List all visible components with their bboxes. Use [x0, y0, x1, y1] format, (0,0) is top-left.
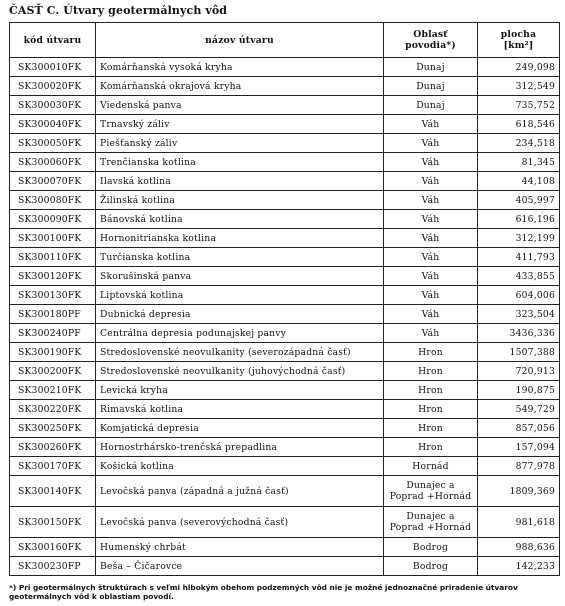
cell-name: Beša – Čičarovce [96, 557, 384, 576]
cell-code: SK300180PF [10, 305, 96, 324]
cell-basin: Hron [384, 343, 478, 362]
cell-name: Liptovská kotlina [96, 286, 384, 305]
table-row [10, 343, 560, 362]
cell-area: 1809,369 [478, 476, 560, 507]
cell-area: 857,056 [478, 419, 560, 438]
cell-basin: Váh [384, 229, 478, 248]
cell-basin: Dunaj [384, 77, 478, 96]
table-row [10, 286, 560, 305]
cell-name: Ilavská kotlina [96, 172, 384, 191]
cell-code: SK300050FK [10, 134, 96, 153]
cell-area: 81,345 [478, 153, 560, 172]
cell-code: SK300090FK [10, 210, 96, 229]
geothermal-water-bodies-table [9, 22, 560, 576]
cell-area: 405,997 [478, 191, 560, 210]
cell-area: 312,199 [478, 229, 560, 248]
cell-basin: Váh [384, 134, 478, 153]
cell-name: Levočská panva (západná a južná časť) [96, 476, 384, 507]
header-area-label: plocha [500, 29, 537, 40]
table-row [10, 362, 560, 381]
cell-basin-text: Dunajec a Poprad +Hornád [389, 480, 472, 502]
cell-name: Levická kryha [96, 381, 384, 400]
cell-code: SK300150FK [10, 507, 96, 538]
cell-name: Centrálna depresia podunajskej panvy [96, 324, 384, 343]
cell-code: SK300020FK [10, 77, 96, 96]
cell-code: SK300200FK [10, 362, 96, 381]
cell-code: SK300140FK [10, 476, 96, 507]
cell-code: SK300160FK [10, 538, 96, 557]
table-row [10, 419, 560, 438]
table-row [10, 58, 560, 77]
cell-name: Bánovská kotlina [96, 210, 384, 229]
cell-area: 1507,388 [478, 343, 560, 362]
cell-code: SK300040FK [10, 115, 96, 134]
header-basin: Oblasť povodia*) [384, 23, 478, 58]
header-code: kód útvaru [10, 23, 96, 58]
cell-basin: Váh [384, 115, 478, 134]
cell-basin: Hron [384, 362, 478, 381]
cell-area: 618,546 [478, 115, 560, 134]
cell-area: 234,518 [478, 134, 560, 153]
header-area-unit: [km²] [503, 40, 534, 51]
cell-area: 720,913 [478, 362, 560, 381]
header-area [478, 23, 560, 58]
cell-name: Piešťanský záliv [96, 134, 384, 153]
cell-basin: Bodrog [384, 538, 478, 557]
cell-area: 411,793 [478, 248, 560, 267]
cell-basin: Hron [384, 438, 478, 457]
cell-area: 981,618 [478, 507, 560, 538]
table-row [10, 305, 560, 324]
cell-name: Viedenská panva [96, 96, 384, 115]
cell-code: SK300030FK [10, 96, 96, 115]
table-header-row [10, 23, 560, 58]
cell-code: SK300010FK [10, 58, 96, 77]
cell-code: SK300260FK [10, 438, 96, 457]
table-row [10, 267, 560, 286]
cell-name: Trnavský záliv [96, 115, 384, 134]
table-row [10, 476, 560, 507]
page-title: ČASŤ C. Útvary geotermálnych vôd [9, 4, 228, 17]
cell-area: 142,233 [478, 557, 560, 576]
cell-basin: Váh [384, 248, 478, 267]
cell-name: Košická kotlina [96, 457, 384, 476]
cell-name: Dubnická depresia [96, 305, 384, 324]
cell-code: SK300060FK [10, 153, 96, 172]
cell-area: 988,636 [478, 538, 560, 557]
cell-area: 3436,336 [478, 324, 560, 343]
cell-code: SK300240PF [10, 324, 96, 343]
cell-basin: Dunaj [384, 58, 478, 77]
cell-name: Trenčianska kotlina [96, 153, 384, 172]
table-row [10, 77, 560, 96]
table-body [10, 58, 560, 576]
table-row [10, 507, 560, 538]
cell-code: SK300190FK [10, 343, 96, 362]
table-row [10, 457, 560, 476]
header-name: názov útvaru [96, 23, 384, 58]
cell-basin: Hron [384, 400, 478, 419]
cell-area: 549,729 [478, 400, 560, 419]
footnote: *) Pri geotermálnych štruktúrach s veľmi hlbokým obehom podzemných vôd nie je možné jednoznačné priradenie útvarov geotermálnych vôd k oblastiam povodí. [9, 583, 518, 601]
table-row [10, 115, 560, 134]
cell-basin: Váh [384, 172, 478, 191]
table-row [10, 134, 560, 153]
cell-code: SK300230FP [10, 557, 96, 576]
cell-basin [384, 476, 478, 507]
cell-code: SK300210FK [10, 381, 96, 400]
cell-basin: Váh [384, 191, 478, 210]
table-row [10, 557, 560, 576]
cell-code: SK300130FK [10, 286, 96, 305]
cell-basin [384, 507, 478, 538]
cell-basin: Hron [384, 419, 478, 438]
cell-name: Komjatická depresia [96, 419, 384, 438]
cell-name: Hornonitrianska kotlina [96, 229, 384, 248]
cell-name: Hornostrhársko-trenčská prepadlina [96, 438, 384, 457]
table-row [10, 191, 560, 210]
table-row [10, 438, 560, 457]
cell-code: SK300220FK [10, 400, 96, 419]
table-row [10, 229, 560, 248]
cell-code: SK300110FK [10, 248, 96, 267]
cell-code: SK300250FK [10, 419, 96, 438]
cell-code: SK300100FK [10, 229, 96, 248]
cell-name: Komárňanská okrajová kryha [96, 77, 384, 96]
cell-code: SK300170FK [10, 457, 96, 476]
cell-basin: Váh [384, 324, 478, 343]
cell-basin: Váh [384, 286, 478, 305]
cell-basin: Váh [384, 267, 478, 286]
table-row [10, 96, 560, 115]
cell-name: Skorušinská panva [96, 267, 384, 286]
cell-area: 44,108 [478, 172, 560, 191]
table-row [10, 248, 560, 267]
cell-basin: Hron [384, 381, 478, 400]
cell-name: Stredoslovenské neovulkanity (juhovýchodná časť) [96, 362, 384, 381]
cell-name: Žilinská kotlina [96, 191, 384, 210]
table-row [10, 324, 560, 343]
table-row [10, 210, 560, 229]
cell-name: Levočská panva (severovýchodná časť) [96, 507, 384, 538]
cell-basin-text: Dunajec a Poprad +Hornád [389, 511, 472, 533]
cell-code: SK300070FK [10, 172, 96, 191]
cell-area: 323,504 [478, 305, 560, 324]
cell-area: 157,094 [478, 438, 560, 457]
cell-basin: Dunaj [384, 96, 478, 115]
table-row [10, 172, 560, 191]
cell-basin: Hornád [384, 457, 478, 476]
table-row [10, 538, 560, 557]
cell-name: Stredoslovenské neovulkanity (severozápadná časť) [96, 343, 384, 362]
cell-code: SK300080FK [10, 191, 96, 210]
cell-basin: Váh [384, 305, 478, 324]
cell-area: 877,978 [478, 457, 560, 476]
cell-name: Komárňanská vysoká kryha [96, 58, 384, 77]
cell-area: 190,875 [478, 381, 560, 400]
cell-basin: Váh [384, 153, 478, 172]
cell-area: 735,752 [478, 96, 560, 115]
cell-basin: Váh [384, 210, 478, 229]
cell-area: 433,855 [478, 267, 560, 286]
cell-name: Rimavská kotlina [96, 400, 384, 419]
cell-area: 604,006 [478, 286, 560, 305]
table-row [10, 381, 560, 400]
table-row [10, 153, 560, 172]
cell-area: 312,549 [478, 77, 560, 96]
cell-area: 616,196 [478, 210, 560, 229]
cell-basin: Bodrog [384, 557, 478, 576]
cell-area: 249,098 [478, 58, 560, 77]
cell-code: SK300120FK [10, 267, 96, 286]
cell-name: Humenský chrbát [96, 538, 384, 557]
cell-name: Turčianska kotlina [96, 248, 384, 267]
table-row [10, 400, 560, 419]
